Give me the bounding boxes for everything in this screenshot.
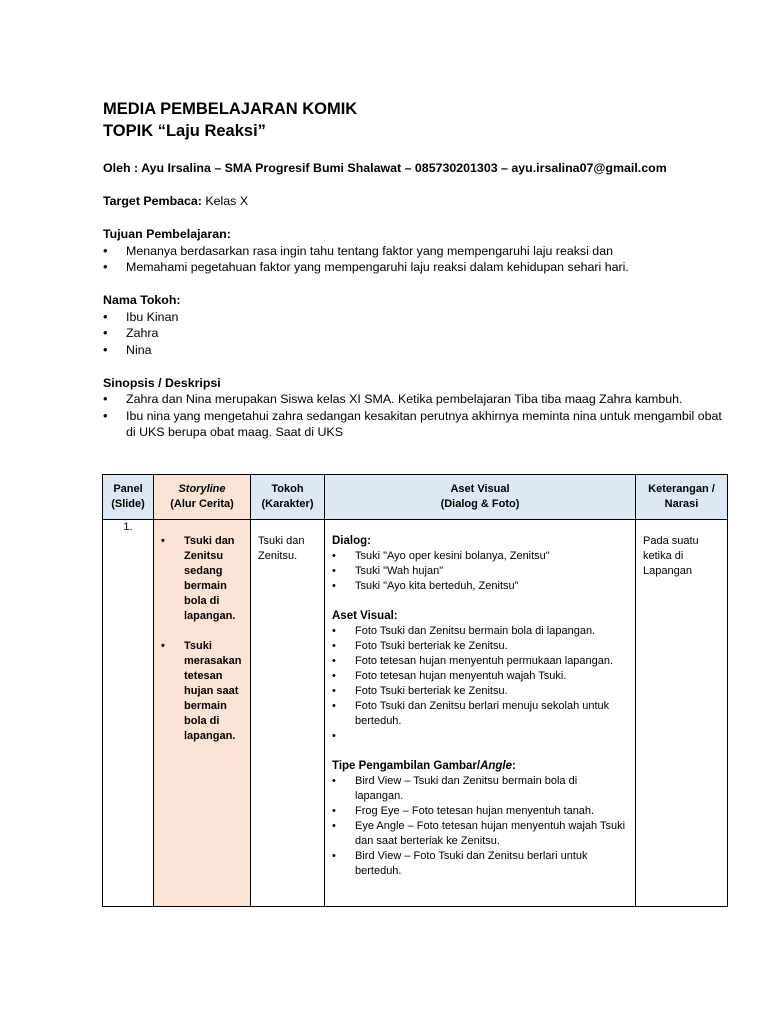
aset-heading: Aset Visual: (332, 610, 398, 622)
list-item: • Tsuki "Ayo kita berteduh, Zenitsu” (332, 579, 628, 594)
table-header-row (103, 475, 728, 520)
storyline-list (161, 534, 246, 744)
aset-list (332, 624, 628, 744)
list-item: • Memahami pegetahuan faktor yang mempengaruhi laju reaksi dalam kehidupan sehari hari. (103, 259, 727, 276)
storyline-cell (154, 520, 251, 907)
list-item: • Bird View – Foto Tsuki dan Zenitsu berlari untuk berteduh. (332, 849, 628, 879)
panel-number: 1. (103, 520, 154, 907)
header-tokoh: Tokoh (Karakter) (251, 475, 325, 520)
tujuan-list (103, 243, 727, 276)
target-label: Target Pembaca: (103, 194, 202, 208)
target-value: Kelas X (201, 194, 249, 208)
list-item: • Ibu Kinan (103, 309, 727, 326)
list-item: • Zahra dan Nina merupakan Siswa kelas XI SMA. Ketika pembelajaran Tiba tiba maag Zahra kambuh. (103, 391, 727, 408)
list-item: • Tsuki dan Zenitsu sedang bermain bola di lapangan. (161, 534, 246, 624)
document-body (103, 98, 727, 441)
list-item: • Foto Tsuki dan Zenitsu berlari menuju sekolah untuk berteduh. (332, 699, 628, 729)
tokoh-list (103, 309, 727, 359)
list-item: • Foto Tsuki dan Zenitsu bermain bola di lapangan. (332, 624, 628, 639)
document-title: MEDIA PEMBELAJARAN KOMIK (103, 100, 358, 118)
header-aset-visual: Aset Visual (Dialog & Foto) (325, 475, 636, 520)
tujuan-heading: Tujuan Pembelajaran: (103, 227, 231, 241)
header-keterangan: Keterangan / Narasi (636, 475, 728, 520)
list-item: • Frog Eye – Foto tetesan hujan menyentuh tanah. (332, 804, 628, 819)
list-item: • Tsuki "Ayo oper kesini bolanya, Zenitsu" (332, 549, 628, 564)
sinopsis-heading: Sinopsis / Deskripsi (103, 375, 221, 390)
list-item: • Eye Angle – Foto tetesan hujan menyentuh wajah Tsuki dan saat berteriak ke Zenitsu. (332, 819, 628, 849)
list-item: • Tsuki "Wah hujan" (332, 564, 628, 579)
list-item: • Foto Tsuki berteriak ke Zenitsu. (332, 684, 628, 699)
list-item: • Tsuki merasakan tetesan hujan saat bermain bola di lapangan. (161, 639, 246, 744)
storyboard-table (102, 474, 728, 907)
keterangan-cell: Pada suatu ketika di Lapangan (636, 520, 728, 907)
list-item: • Ibu nina yang mengetahui zahra sedangan kesakitan perutnya akhirnya meminta nina untuk mengambil obat di UKS berupa obat maag. Saat di UKS (103, 408, 727, 441)
tipe-heading: Tipe Pengambilan Gambar/Angle: (332, 760, 516, 772)
author-line: Oleh : Ayu Irsalina – SMA Progresif Bumi Shalawat – 085730201303 – ayu.irsalina07@gmail.com (103, 161, 667, 175)
sinopsis-list (103, 391, 727, 441)
tipe-list (332, 774, 628, 879)
list-item: • Nina (103, 342, 727, 359)
dialog-list (332, 549, 628, 594)
tokoh-cell: Tsuki dan Zenitsu. (251, 520, 325, 907)
aset-visual-cell (325, 520, 636, 907)
table-row (103, 520, 728, 907)
tokoh-heading: Nama Tokoh: (103, 293, 181, 307)
header-storyline: Storyline (Alur Cerita) (154, 475, 251, 520)
list-item: • Foto tetesan hujan menyentuh permukaan lapangan. (332, 654, 628, 669)
list-item: • Zahra (103, 325, 727, 342)
list-item: • Foto tetesan hujan menyentuh wajah Tsuki. (332, 669, 628, 684)
dialog-heading: Dialog: (332, 535, 371, 547)
header-panel: Panel (Slide) (103, 475, 154, 520)
list-item: • Foto Tsuki berteriak ke Zenitsu. (332, 639, 628, 654)
target-line (103, 193, 727, 210)
list-item: • Bird View – Tsuki dan Zenitsu bermain bola di lapangan. (332, 774, 628, 804)
list-item: • Menanya berdasarkan rasa ingin tahu tentang faktor yang mempengaruhi laju reaksi dan (103, 243, 727, 260)
topic-title: TOPIK “Laju Reaksi” (103, 122, 266, 140)
list-item-empty (332, 729, 628, 744)
